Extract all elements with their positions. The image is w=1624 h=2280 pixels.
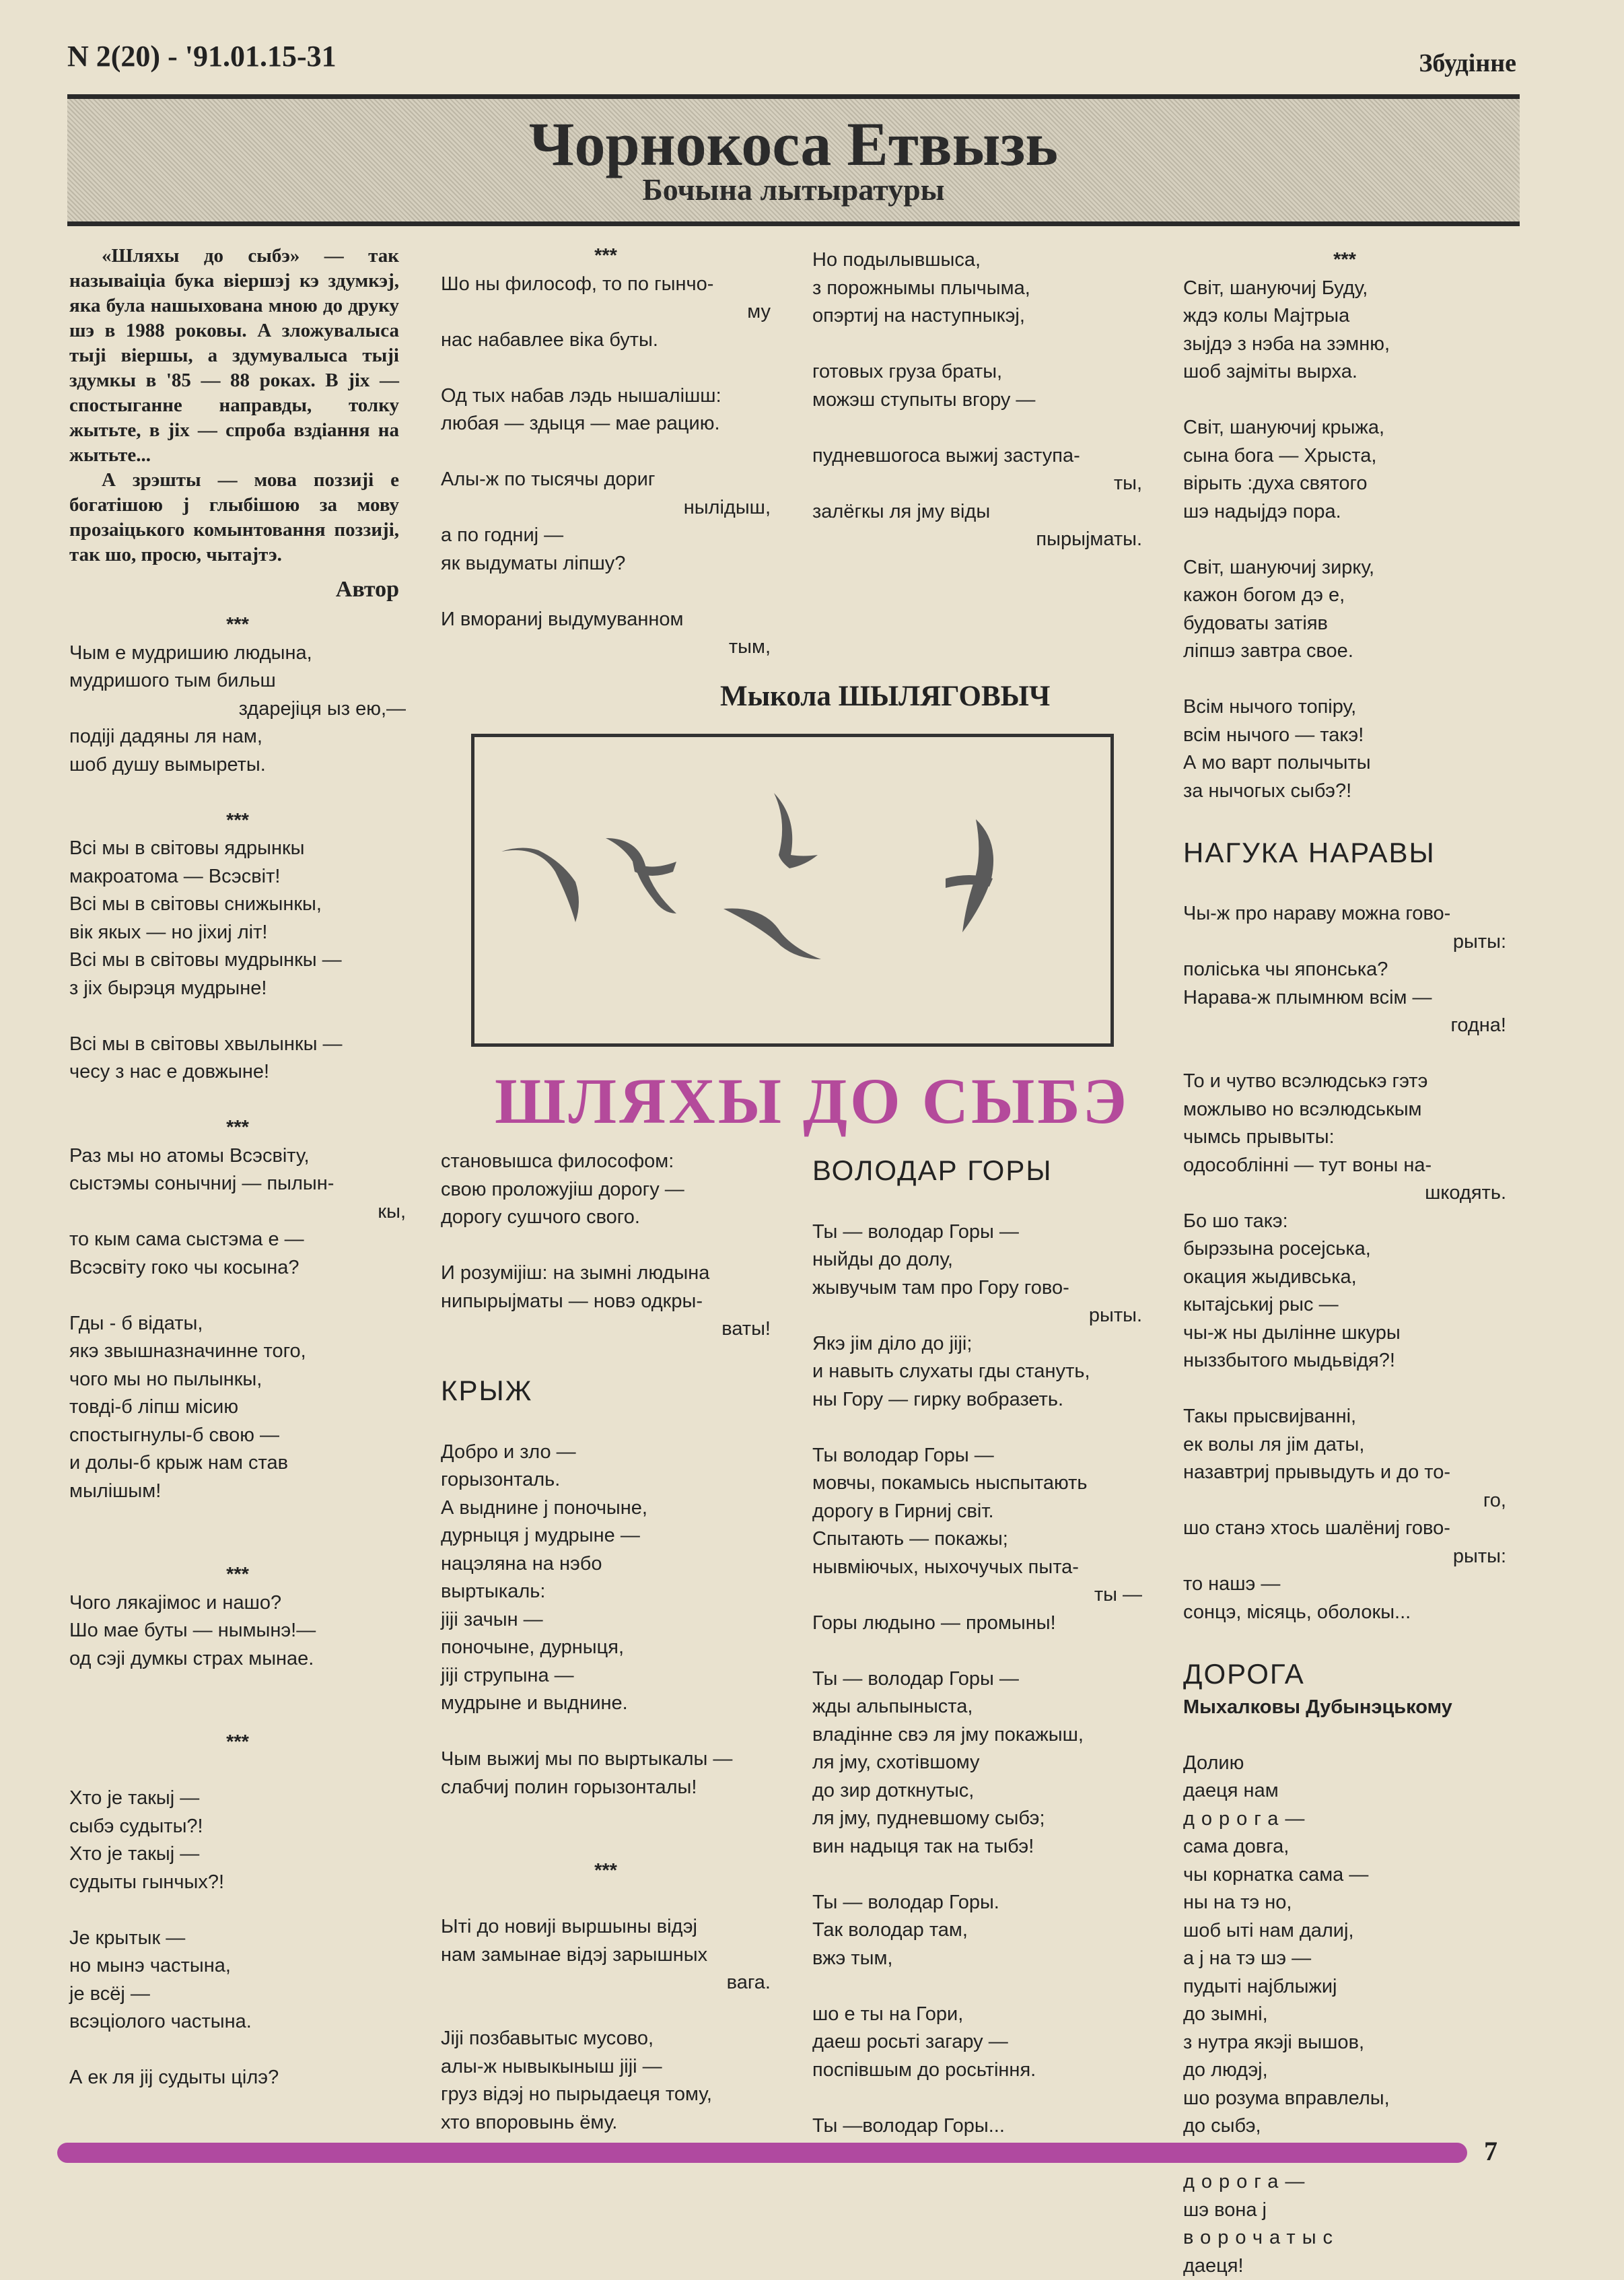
poem-line: судыты гынчых?! [69,1869,406,1897]
issue-number: N 2(20) - '91.01.15-31 [67,39,337,73]
poem-line: пудневшогоса выжиј заступа- [812,442,1142,471]
poem-column-3-top [812,246,1142,554]
poem-line: Горы людыно — промыны! [812,1610,1142,1638]
poem-line: Нарава-ж плымнюм всім — [1183,984,1506,1012]
poem-line: дорогу сушчого свого. [441,1204,771,1232]
poem-line [441,1718,771,1746]
poem-line: Од тых набав лэдь нышалішш: [441,382,771,411]
poem-line: дурныця ј мудрыне — [441,1522,771,1550]
poem-line: алы-ж нывыкыныш јіјі — [441,2053,771,2081]
poem-line: Шо мае буты — нымынэ!— [69,1617,406,1645]
poem-line: мовчы, покамысь ныспытають [812,1470,1142,1498]
poem-line: Чы-ж про нараву можна гово- [1183,900,1506,928]
poem-line: Ыті до новијі выршыны відэј [441,1913,771,1941]
poem-line [441,578,771,606]
poem-line: даеця нам [1183,1777,1506,1805]
poem-line: а по годниј — [441,522,771,550]
poem-line [441,438,771,467]
poem-line: нас набавлее віка буты. [441,326,771,355]
poem-line [812,2084,1142,2112]
poem-line: шкодять. [1183,1179,1506,1208]
poem-line: А ек ля јіј судыты цілэ? [69,2064,406,2092]
poem-line: подіјі дадяны ля нам, [69,723,406,751]
poem-line: Но подылывшыса, [812,246,1142,275]
poem-line: Всі мы в світовы хвылынкы — [69,1031,406,1059]
poem-line: чымсь прывыты: [1183,1124,1506,1152]
poem-line: ля јму, пудневшому сыбэ; [812,1805,1142,1833]
section-banner [67,94,1520,226]
poem-line: груз відэј но пырыдаеця тому, [441,2081,771,2109]
author-name: Мыкола ШЫЛЯГОВЫЧ [720,680,1050,713]
poem-line: поночыне, дурныця, [441,1634,771,1662]
poem-line: сыбэ судыты?! [69,1813,406,1841]
poem-column-1 [69,611,406,2092]
poem-line: ля јму, схотівшому [812,1749,1142,1777]
poem-line [441,1830,771,1858]
poem-line: нывміючых, ныхочучых пыта- [812,1554,1142,1582]
poem-line: Всім нычого топіру, [1183,693,1506,722]
poem-line: ныйды до долу, [812,1246,1142,1274]
poem-line [441,1410,771,1439]
poem-line: ны Гору — гирку вобразеть. [812,1386,1142,1414]
poem-line: товді-б лiпш місию [69,1393,406,1422]
poem-line [812,1414,1142,1442]
poem-line: макроатома — Всэсвіт! [69,863,406,891]
poem-line: опэртиј на наступныкэј, [812,302,1142,331]
poem-line: мудришого тым бильш [69,667,406,695]
poem-line: Јіјі позбавытыс мусово, [441,2025,771,2053]
poem-line: Бо шо такэ: [1183,1208,1506,1236]
poem-line: то нашэ — [1183,1570,1506,1599]
poem-line: Такы прысвијванні, [1183,1403,1506,1431]
poem-line: ДОРОГА [1183,1655,1506,1694]
intro-text [69,244,399,602]
poem-line: И вмораниј выдумуванном [441,606,771,634]
poem-line: То и чутво всэлюдськэ гэтэ [1183,1068,1506,1096]
poem-line: сама довга, [1183,1833,1506,1861]
poem-line: Долию [1183,1750,1506,1778]
poem-line: чесу з нас е довжыне! [69,1058,406,1086]
poem-line: Ты —володар Горы... [812,2112,1142,2141]
poem-line: дорогу в Гирниј світ. [812,1498,1142,1526]
poem-line [441,354,771,382]
poem-line: ты — [812,1581,1142,1610]
poem-line: поспівшым до росьтіння. [812,2057,1142,2085]
poem-line: дорога— [1183,1805,1506,1834]
poem-line: слабчиј полин горызонталы! [441,1774,771,1802]
collection-title: ШЛЯХЫ ДО СЫБЭ [0,1064,1624,1138]
poem-line: до сыбэ, [1183,2112,1506,2141]
poem-line: окация жыдивська, [1183,1264,1506,1292]
poem-line [69,779,406,807]
poem-line [812,1637,1142,1665]
poem-line: даеця! [1183,2252,1506,2280]
poem-line [1183,872,1506,901]
poem-line: рыты. [812,1302,1142,1330]
poem-line: можлыво но всэлюдськым [1183,1096,1506,1124]
poem-line: чого мы но пылынкы, [69,1366,406,1394]
banner-subtitle: Бочына лытыратуры [67,172,1520,207]
poem-line: любая — здыця — мае рацию. [441,410,771,438]
poem-line [812,331,1142,359]
poem-line: Спытають — покажы; [812,1525,1142,1554]
poem-line: сына бога — Хрыста, [1183,442,1506,471]
poem-line: спостыгнулы-б свою — [69,1422,406,1450]
poem-line: И розуміјіш: на зымні людына [441,1259,771,1288]
poem-line: Всі мы в світовы ядрынкы [69,835,406,863]
poem-line: владінне свэ ля јму покажыш, [812,1721,1142,1750]
poem-line: свою проложујіш дорогу — [441,1176,771,1204]
poem-line: ВОЛОДАР ГОРЫ [812,1151,1142,1190]
poem-line: чы-ж ны дылінне шкуры [1183,1319,1506,1348]
poem-line: ждэ колы Мајтрыа [1183,302,1506,331]
poem-line: шэ вона ј [1183,2197,1506,2225]
poem-line: будоваты затіяв [1183,610,1506,638]
poem-line: *** [69,807,406,835]
poem-line: вага. [441,1969,771,1997]
poem-line: бырэзына росејська, [1183,1235,1506,1264]
poem-line: тым, [441,633,771,662]
poem-column-3-bottom [812,1151,1142,2140]
poem-line: јіјі струпына — [441,1662,771,1690]
poem-line: *** [69,1729,406,1757]
poem-line: Якэ јім діло до јіјі; [812,1330,1142,1358]
poem-line: кытајськиј рыс — [1183,1291,1506,1319]
poem-line: мудрыне и выднине. [441,1690,771,1718]
poem-line [69,1002,406,1031]
poem-line [1183,1375,1506,1404]
poem-line: и долы-б крыж нам став [69,1449,406,1478]
poem-line: Всі мы в світовы снижынкы, [69,891,406,919]
poem-line: мылішым! [69,1478,406,1506]
poem-line: ек волы ля јім даты, [1183,1431,1506,1459]
poem-line: даеш росьті загару — [812,2028,1142,2057]
poem-line: шоб зајміты вырха. [1183,358,1506,386]
poem-line: Ты — володар Горы. [812,1889,1142,1917]
poem-line: *** [441,1857,771,1886]
poem-line: го, [1183,1487,1506,1515]
poem-line: з нутра якэјі вышов, [1183,2029,1506,2057]
poem-line: дорога— [1183,2168,1506,2197]
poem-line [1183,1626,1506,1655]
poem-line: Світ, шануючиј Буду, [1183,275,1506,303]
poem-line: А мо варт полычыты [1183,749,1506,778]
poem-line [441,1344,771,1372]
poem-line: становышса философом: [441,1148,771,1176]
poem-line [69,1533,406,1562]
poem-line: Чым выжиј мы по выртыкалы — [441,1746,771,1774]
poem-line [69,1505,406,1533]
poem-line: рыты: [1183,1543,1506,1571]
poem-line [1183,805,1506,833]
poem-line: Раз мы но атомы Всэсвіту, [69,1142,406,1171]
poem-line: Мыхалковы Дубынэцькому [1183,1694,1506,1722]
poem-line: Всэсвіту гоко чы косына? [69,1254,406,1282]
poem-column-4 [1183,246,1506,2280]
poem-line: нылідыш, [441,494,771,522]
poem-line: з порожнымы плычыма, [812,275,1142,303]
poem-column-2-top [441,242,771,662]
poem-line [1183,666,1506,694]
poem-line: пудыті најблыжиј [1183,1973,1506,2001]
poem-line: *** [441,242,771,271]
poem-line: горызонталь. [441,1466,771,1494]
poem-line: всэціолого частына. [69,2008,406,2036]
poem-line: здарејіця ыз ею,— [69,695,406,724]
poem-line: до людэј, [1183,2057,1506,2085]
poem-line: як выдуматы ліпшу? [441,550,771,578]
poem-line: то кым сама сыстэма е — [69,1226,406,1254]
poem-line: шо станэ хтось шалёниј гово- [1183,1515,1506,1543]
poem-line: кы, [69,1198,406,1227]
poem-line: ворочатыс [1183,2224,1506,2252]
poem-line: А выднине ј поночыне, [441,1494,771,1523]
poem-line: Ты — володар Горы — [812,1665,1142,1694]
poem-line: од сэјі думкы страх мынае. [69,1645,406,1673]
poem-line: и навыть слухаты гды стануть, [812,1358,1142,1386]
poem-line [69,1757,406,1785]
poem-line: чы корнатка сама — [1183,1861,1506,1890]
poem-line: до зир доткнутыс, [812,1777,1142,1805]
poem-line: шо розума вправлелы, [1183,2085,1506,2113]
poem-line: Чого лякајімос и нашо? [69,1589,406,1618]
poem-line: нацэляна на нэбо [441,1550,771,1579]
poem-line [69,1673,406,1701]
poem-line: сонцэ, місяць, оболокы... [1183,1599,1506,1627]
poem-line [1183,386,1506,415]
poem-line: Всі мы в світовы мудрынкы — [69,946,406,975]
poem-line: шо е ты на Гори, [812,2001,1142,2029]
poem-line: је всёј — [69,1980,406,2009]
poem-line: якэ звышназначинне того, [69,1338,406,1366]
poem-line: жывучым там про Гору гово- [812,1274,1142,1303]
poem-line: годна! [1183,1012,1506,1040]
poem-line [441,1801,771,1830]
poem-line: Шо ны философ, то по гынчо- [441,271,771,299]
poem-line: залёгкы ля јму віды [812,498,1142,526]
poem-line: выртыкаль: [441,1578,771,1606]
intro-paragraph: А зрэшты — мова поззијі е богатішою ј глыбішою за мову прозаіцького комынтовання поззијі, так шо, просю, чытајтэ. [69,468,399,567]
poem-line [441,1886,771,1914]
poem-line: одособлінні — тут воны на- [1183,1152,1506,1180]
poem-line: всім нычого — такэ! [1183,722,1506,750]
poem-line: назавтриј прывыдуть и до то- [1183,1459,1506,1487]
banner-title: Чорнокоса Етвызь [67,108,1520,180]
poem-column-2-bottom [441,1148,771,2137]
footer-bar [57,2143,1467,2163]
poem-line: ны на тэ но, [1183,1889,1506,1917]
poem-line: Хто је такыј — [69,1840,406,1869]
poem-line [1183,1721,1506,1750]
poem-line: рыты: [1183,928,1506,957]
poem-line [69,1701,406,1729]
poem-line [812,1972,1142,2001]
poem-line: но мынэ частына, [69,1952,406,1980]
poem-line: Је крытык — [69,1925,406,1953]
poem-line: Світ, шануючиј зирку, [1183,554,1506,582]
poem-line: шоб ыті нам далиј, [1183,1917,1506,1945]
poem-line: до зымні, [1183,2001,1506,2029]
poem-line: Гды - б вiдаты, [69,1310,406,1338]
poem-line: ваты! [441,1315,771,1344]
intro-signature: Автор [69,577,399,602]
poem-line: поліська чы японська? [1183,956,1506,984]
poem-line: Світ, шануючиј крыжа, [1183,414,1506,442]
newspaper-name: Збудінне [1419,48,1516,78]
poem-line: зыјдэ з нэба на зэмню, [1183,331,1506,359]
poem-line [69,1282,406,1310]
poem-line: Алы-ж по тысячы дориг [441,466,771,494]
poem-line: з јіх бырэця мудрыне! [69,975,406,1003]
poem-line: вжэ тым, [812,1945,1142,1973]
poem-line: шэ надыјдэ пора. [1183,498,1506,526]
poem-line: а ј на тэ шэ — [1183,1945,1506,1973]
poem-line: Так володар там, [812,1916,1142,1945]
poem-line: сыстэмы сонычниј — пылын- [69,1170,406,1198]
poem-line: *** [69,1114,406,1142]
poem-line [1183,526,1506,554]
poem-line: ліпшэ завтра свое. [1183,637,1506,666]
poem-line: пырыјматы. [812,526,1142,554]
poem-line: ты, [812,470,1142,498]
poem-line: Хто је такыј — [69,1785,406,1813]
poem-line: КРЫЖ [441,1371,771,1410]
poem-line: ныззбытого мыдьвідя?! [1183,1347,1506,1375]
poem-line: вин надыця так на тыбэ! [812,1833,1142,1861]
poem-line [812,1861,1142,1889]
flying-birds-icon [474,737,1110,1043]
poem-line: Чым е мудришию людына, [69,640,406,668]
poem-line: Добро и зло — [441,1439,771,1467]
poem-line: готовых груза браты, [812,358,1142,386]
poem-line [441,1997,771,2026]
poem-line: му [441,298,771,326]
birds-illustration [471,734,1114,1047]
intro-paragraph: «Шляхы до сыбэ» — так называіціа бука віершэј кэ здумкэј, яка була нашыхована мною до друку шэ в 1988 роковы. А зложувалыса тыјі віершы, а здумувалыса тыјі здумкы в '85 — 88 роках. В јіх — спостыганне направды, толку жытьте, в јіх — спроба вздіання на жытьте... [69,244,399,468]
poem-line: Ты — володар Горы — [812,1218,1142,1247]
poem-line [69,2036,406,2065]
poem-line: можэш ступыты вгору — [812,386,1142,415]
poem-line [441,1232,771,1260]
poem-line: нам замынае відэј зарышных [441,1941,771,1970]
poem-line: за нычогых сыбэ?! [1183,778,1506,806]
page-number: 7 [1484,2135,1497,2167]
poem-line: *** [1183,246,1506,275]
poem-line [812,414,1142,442]
poem-line: *** [69,1561,406,1589]
poem-line: шоб душу вымыреты. [69,751,406,780]
poem-line: вік якых — но јіхиј літ! [69,919,406,947]
poem-line [69,1896,406,1925]
poem-line: *** [69,611,406,640]
poem-line: жды альпыныста, [812,1693,1142,1721]
poem-line: нипырыјматы — новэ одкры- [441,1288,771,1316]
poem-line: НАГУКА НАРАВЫ [1183,833,1506,872]
poem-line: јіјі зачын — [441,1606,771,1634]
poem-line: вірыть :духа святого [1183,470,1506,498]
poem-line: Ты володар Горы — [812,1442,1142,1470]
poem-line: хто впоровынь ёму. [441,2109,771,2137]
poem-line [812,1190,1142,1218]
poem-line: кажон богом дэ е, [1183,582,1506,610]
